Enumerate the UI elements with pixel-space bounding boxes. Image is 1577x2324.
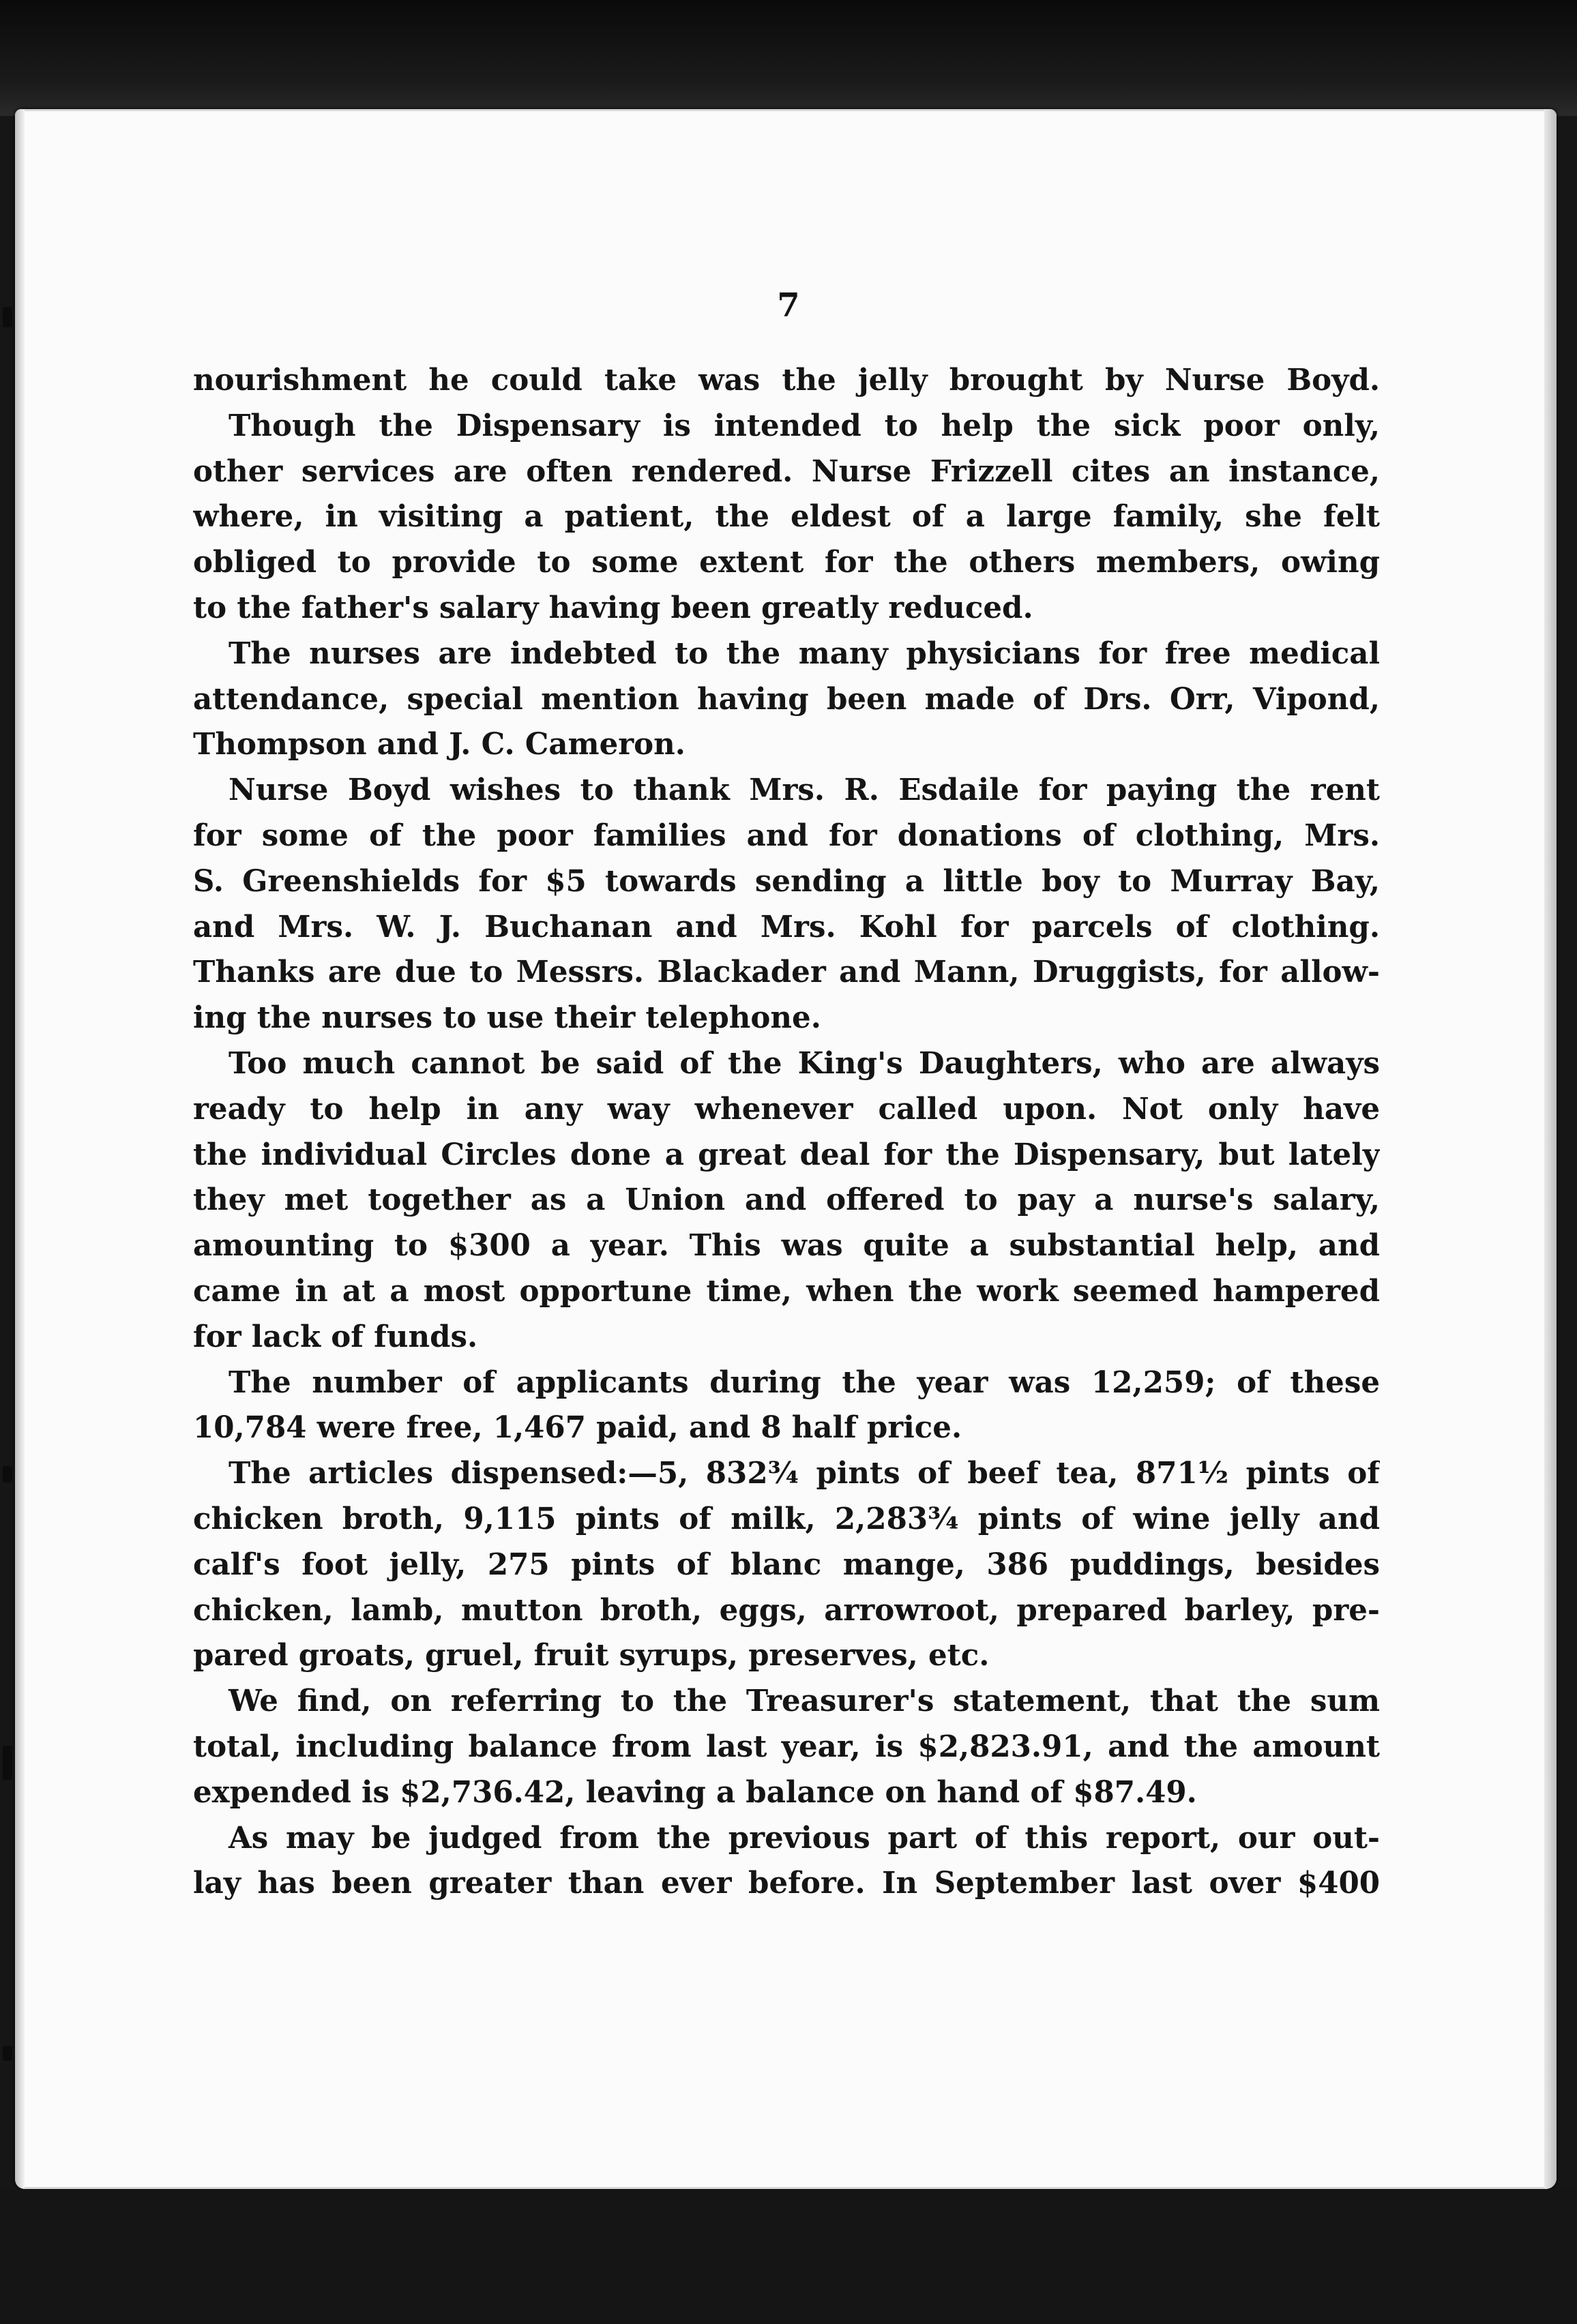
scan-top-border bbox=[0, 0, 1577, 116]
binding-mark bbox=[3, 1466, 12, 1483]
text-line: ready to help in any way whenever called upon. Not only have bbox=[193, 1091, 1380, 1127]
page-left-edge bbox=[15, 109, 25, 2189]
text-line: 10,784 were free, 1,467 paid, and 8 half price. bbox=[193, 1410, 962, 1446]
body-text bbox=[193, 358, 1380, 1907]
text-line: pared groats, gruel, fruit syrups, preserves, etc. bbox=[193, 1638, 990, 1673]
page-right-edge bbox=[1544, 109, 1557, 2189]
text-line: obliged to provide to some extent for the others members, owing bbox=[193, 545, 1380, 580]
text-line: to the father's salary having been greatly reduced. bbox=[193, 590, 1033, 625]
text-line: and Mrs. W. J. Buchanan and Mrs. Kohl for parcels of clothing. bbox=[193, 909, 1380, 944]
text-line: for lack of funds. bbox=[193, 1319, 478, 1354]
text-line: ing the nurses to use their telephone. bbox=[193, 1000, 821, 1036]
text-line: other services are often rendered. Nurse Frizzell cites an instance, bbox=[193, 453, 1380, 489]
text-line: The number of applicants during the year was 12,259; of these bbox=[229, 1365, 1380, 1400]
page-number: 7 bbox=[777, 286, 800, 325]
text-line: Though the Dispensary is intended to help the sick poor only, bbox=[229, 408, 1380, 443]
text-line: calf's foot jelly, 275 pints of blanc mange, 386 puddings, besides bbox=[193, 1547, 1380, 1582]
text-line: The nurses are indebted to the many physicians for free medical bbox=[229, 636, 1380, 671]
text-line: expended is $2,736.42, leaving a balance on hand of $87.49. bbox=[193, 1774, 1197, 1810]
text-line: they met together as a Union and offered to pay a nurse's salary, bbox=[193, 1182, 1380, 1218]
text-line: nourishment he could take was the jelly brought by Nurse Boyd. bbox=[193, 363, 1380, 398]
text-line: where, in visiting a patient, the eldest of a large family, she felt bbox=[193, 499, 1380, 535]
text-line: for some of the poor families and for donations of clothing, Mrs. bbox=[193, 818, 1380, 853]
text-line: lay has been greater than ever before. In September last over $400 bbox=[193, 1866, 1380, 1901]
text-line: total, including balance from last year, is $2,823.91, and the amount bbox=[193, 1729, 1380, 1764]
scan-bottom-border bbox=[0, 2189, 1577, 2324]
text-line: the individual Circles done a great deal for the Dispensary, but lately bbox=[193, 1137, 1380, 1172]
binding-mark bbox=[3, 2046, 12, 2061]
text-line: amounting to $300 a year. This was quite a substantial help, and bbox=[193, 1228, 1380, 1264]
binding-mark bbox=[3, 1746, 12, 1780]
text-line: The articles dispensed:—5, 832¾ pints of beef tea, 871½ pints of bbox=[229, 1456, 1380, 1491]
text-line: Thanks are due to Messrs. Blackader and Mann, Druggists, for allow- bbox=[193, 955, 1380, 990]
text-line: As may be judged from the previous part of this report, our out- bbox=[229, 1820, 1380, 1856]
text-line: S. Greenshields for $5 towards sending a little boy to Murray Bay, bbox=[193, 863, 1380, 899]
text-line: chicken broth, 9,115 pints of milk, 2,283¾ pints of wine jelly and bbox=[193, 1501, 1380, 1536]
text-line: came in at a most opportune time, when the work seemed hampered bbox=[193, 1273, 1380, 1309]
text-line: chicken, lamb, mutton broth, eggs, arrowroot, prepared barley, pre- bbox=[193, 1592, 1380, 1628]
text-line: Thompson and J. C. Cameron. bbox=[193, 727, 686, 762]
text-line: Too much cannot be said of the King's Daughters, who are always bbox=[229, 1045, 1380, 1081]
text-line: We find, on referring to the Treasurer's statement, that the sum bbox=[229, 1684, 1380, 1719]
text-line: attendance, special mention having been made of Drs. Orr, Vipond, bbox=[193, 681, 1380, 717]
text-line: Nurse Boyd wishes to thank Mrs. R. Esdaile for paying the rent bbox=[229, 773, 1380, 808]
